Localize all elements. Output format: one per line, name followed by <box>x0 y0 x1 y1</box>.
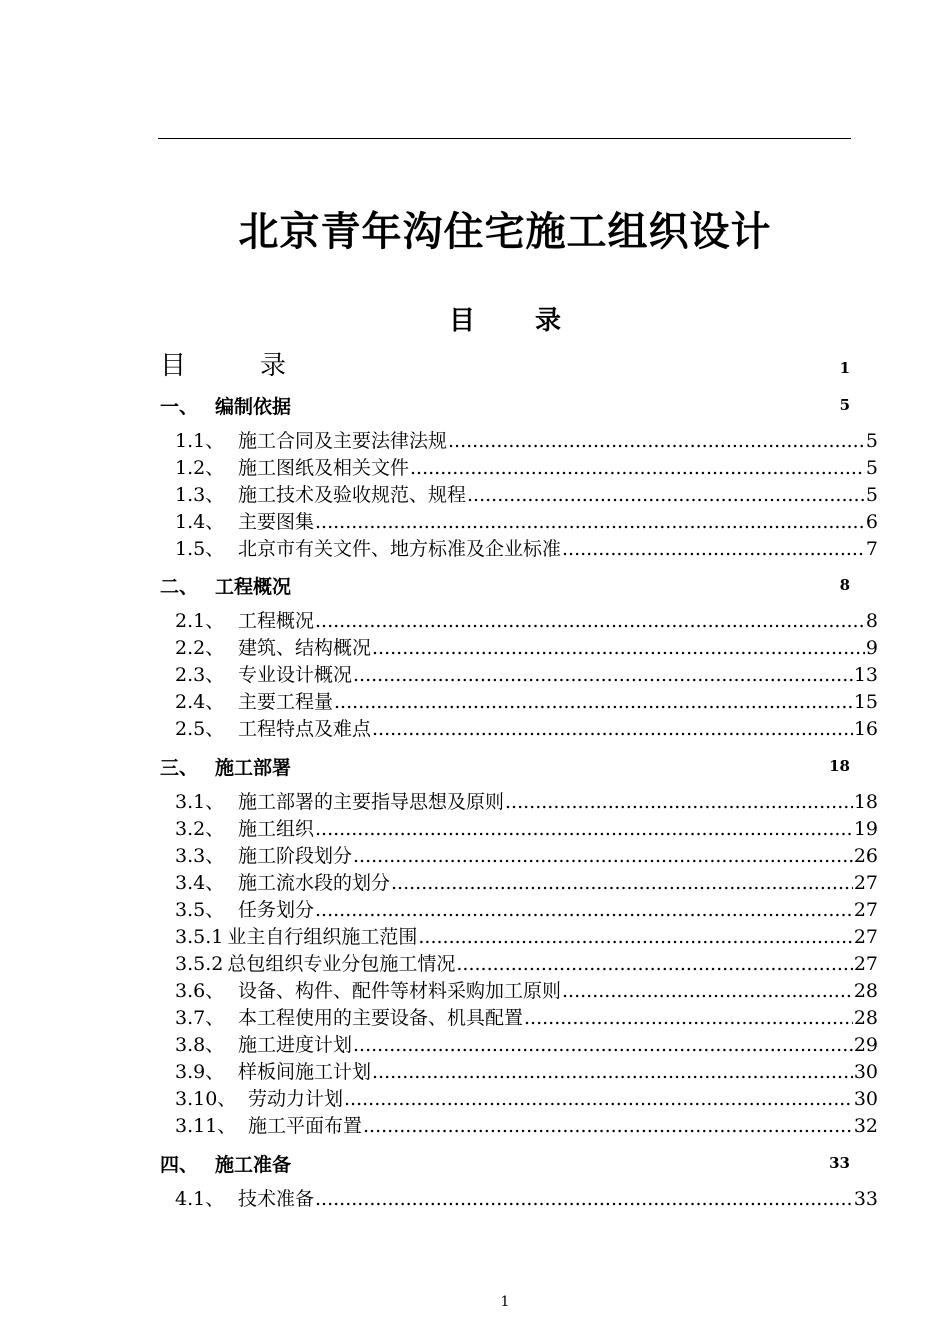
dot-leader <box>315 818 853 840</box>
dot-leader <box>391 872 853 894</box>
toc-line-label-2: 录 <box>260 351 287 381</box>
entry-text: 任务划分 <box>238 899 315 921</box>
toc-heading-char-1: 目 <box>448 306 475 336</box>
entry-number: 2.5、 <box>175 718 225 740</box>
entry-number: 3.2、 <box>175 818 225 840</box>
entry-page: 33 <box>853 1188 878 1210</box>
entry-page: 30 <box>853 1061 878 1083</box>
entry-page: 27 <box>853 953 878 975</box>
entry-text: 施工部署的主要指导思想及原则 <box>238 791 505 813</box>
entry-number: 3.1、 <box>175 791 225 813</box>
entry-page: 15 <box>853 691 878 713</box>
entry-page: 6 <box>865 511 878 533</box>
entry-page: 9 <box>865 637 878 659</box>
entry-text: 施工阶段划分 <box>238 845 353 867</box>
entry-text: 施工进度计划 <box>238 1034 353 1056</box>
toc-entry[interactable] <box>175 1030 878 1057</box>
toc-entry[interactable] <box>175 426 878 453</box>
dot-leader <box>315 1188 853 1210</box>
entry-page: 29 <box>853 1034 878 1056</box>
toc-heading-char-2: 录 <box>535 306 562 336</box>
toc-entry[interactable] <box>175 949 878 976</box>
entry-number: 3.5.1 <box>175 926 224 948</box>
entry-text: 施工组织 <box>238 818 315 840</box>
entry-page: 7 <box>865 538 878 560</box>
section-number: 二、 <box>160 576 199 598</box>
toc-entry[interactable] <box>175 660 878 687</box>
toc-entry[interactable] <box>175 480 878 507</box>
entry-number: 1.3、 <box>175 484 225 506</box>
entry-text: 劳动力计划 <box>248 1088 344 1110</box>
toc-line-label-1: 目 <box>160 351 187 381</box>
toc-entry[interactable] <box>175 922 878 949</box>
section-page: 33 <box>829 1154 850 1172</box>
dot-leader <box>372 1061 853 1083</box>
dot-leader <box>505 791 853 813</box>
toc-section[interactable] <box>160 1150 850 1178</box>
entry-number: 2.2、 <box>175 637 225 659</box>
dot-leader <box>524 1007 853 1029</box>
entry-text: 工程概况 <box>238 610 315 632</box>
section-title: 施工部署 <box>215 757 292 779</box>
header-rule <box>158 138 851 139</box>
dot-leader <box>363 1115 853 1137</box>
dot-leader <box>448 430 865 452</box>
toc-entry[interactable] <box>175 868 878 895</box>
toc-section[interactable] <box>160 753 850 781</box>
section-title: 工程概况 <box>215 576 292 598</box>
entry-text: 主要图集 <box>238 511 315 533</box>
section-number: 一、 <box>160 396 199 418</box>
entry-number: 3.5、 <box>175 899 225 921</box>
document-title: 北京青年沟住宅施工组织设计 <box>238 209 772 255</box>
entry-number: 3.9、 <box>175 1061 225 1083</box>
entry-page: 16 <box>853 718 878 740</box>
entry-page: 5 <box>865 484 878 506</box>
toc-entry[interactable] <box>175 1184 878 1211</box>
entry-number: 1.5、 <box>175 538 225 560</box>
dot-leader <box>315 511 865 533</box>
entry-text: 北京市有关文件、地方标准及企业标准 <box>238 538 562 560</box>
entry-number: 1.1、 <box>175 430 225 452</box>
dot-leader <box>353 664 853 686</box>
entry-text: 业主自行组织施工范围 <box>227 926 418 948</box>
section-title: 施工准备 <box>215 1154 292 1176</box>
section-title: 编制依据 <box>215 396 292 418</box>
dot-leader <box>456 953 852 975</box>
entry-text: 设备、构件、配件等材料采购加工原则 <box>238 980 562 1002</box>
toc-section[interactable] <box>160 392 850 420</box>
page-number: 1 <box>500 1294 510 1310</box>
dot-leader <box>334 691 853 713</box>
entry-number: 2.3、 <box>175 664 225 686</box>
toc-first-line[interactable] <box>160 345 850 381</box>
dot-leader <box>353 845 853 867</box>
entry-page: 5 <box>865 457 878 479</box>
toc-entry[interactable] <box>175 814 878 841</box>
entry-text: 总包组织专业分包施工情况 <box>227 953 456 975</box>
entry-number: 3.4、 <box>175 872 225 894</box>
entry-page: 13 <box>853 664 878 686</box>
entry-text: 主要工程量 <box>238 691 334 713</box>
dot-leader <box>372 637 865 659</box>
toc-entry[interactable] <box>175 606 878 633</box>
entry-number: 2.1、 <box>175 610 225 632</box>
section-number: 三、 <box>160 757 199 779</box>
toc-entry[interactable] <box>175 633 878 660</box>
section-page: 8 <box>839 576 850 594</box>
entry-number: 3.8、 <box>175 1034 225 1056</box>
entry-page: 27 <box>853 926 878 948</box>
entry-text: 本工程使用的主要设备、机具配置 <box>238 1007 524 1029</box>
entry-number: 3.10、 <box>175 1088 237 1110</box>
dot-leader <box>315 899 853 921</box>
dot-leader <box>467 484 865 506</box>
dot-leader <box>562 538 865 560</box>
entry-text: 技术准备 <box>238 1188 315 1210</box>
entry-page: 5 <box>865 430 878 452</box>
entry-page: 27 <box>853 872 878 894</box>
dot-leader <box>418 926 852 948</box>
toc-entry[interactable] <box>175 976 878 1003</box>
toc-entry[interactable] <box>175 507 878 534</box>
toc-entry[interactable] <box>175 714 878 741</box>
entry-text: 施工技术及验收规范、规程 <box>238 484 467 506</box>
section-page: 5 <box>839 396 850 414</box>
entry-page: 26 <box>853 845 878 867</box>
entry-number: 3.6、 <box>175 980 225 1002</box>
entry-number: 1.4、 <box>175 511 225 533</box>
dot-leader <box>344 1088 853 1110</box>
entry-page: 32 <box>853 1115 878 1137</box>
entry-text: 工程特点及难点 <box>238 718 372 740</box>
entry-page: 28 <box>853 980 878 1002</box>
toc-entry[interactable] <box>175 1084 878 1111</box>
dot-leader <box>410 457 865 479</box>
entry-number: 3.5.2 <box>175 953 224 975</box>
dot-leader <box>562 980 853 1002</box>
toc-entry[interactable] <box>175 841 878 868</box>
dot-leader <box>353 1034 853 1056</box>
entry-page: 27 <box>853 899 878 921</box>
entry-page: 18 <box>853 791 878 813</box>
entry-number: 3.3、 <box>175 845 225 867</box>
toc-entry[interactable] <box>175 1057 878 1084</box>
toc-entry[interactable] <box>175 895 878 922</box>
entry-number: 4.1、 <box>175 1188 225 1210</box>
dot-leader <box>315 610 865 632</box>
entry-text: 施工流水段的划分 <box>238 872 391 894</box>
entry-page: 19 <box>853 818 878 840</box>
entry-text: 施工平面布置 <box>248 1115 363 1137</box>
entry-number: 2.4、 <box>175 691 225 713</box>
dot-leader <box>372 718 853 740</box>
entry-text: 施工图纸及相关文件 <box>238 457 410 479</box>
section-page: 18 <box>829 757 850 775</box>
entry-page: 28 <box>853 1007 878 1029</box>
entry-page: 30 <box>853 1088 878 1110</box>
entry-text: 施工合同及主要法律法规 <box>238 430 448 452</box>
toc-line-page: 1 <box>839 359 850 377</box>
toc-entry[interactable] <box>175 787 878 814</box>
toc-section[interactable] <box>160 572 850 600</box>
toc-entry[interactable] <box>175 453 878 480</box>
entry-page: 8 <box>865 610 878 632</box>
entry-text: 样板间施工计划 <box>238 1061 372 1083</box>
entry-text: 建筑、结构概况 <box>238 637 372 659</box>
section-number: 四、 <box>160 1154 199 1176</box>
entry-text: 专业设计概况 <box>238 664 353 686</box>
toc-entry[interactable] <box>175 1111 878 1138</box>
toc-entry[interactable] <box>175 534 878 561</box>
toc-entry[interactable] <box>175 687 878 714</box>
entry-number: 3.7、 <box>175 1007 225 1029</box>
entry-number: 3.11、 <box>175 1115 237 1137</box>
toc-entry[interactable] <box>175 1003 878 1030</box>
toc-heading <box>0 300 950 337</box>
entry-number: 1.2、 <box>175 457 225 479</box>
